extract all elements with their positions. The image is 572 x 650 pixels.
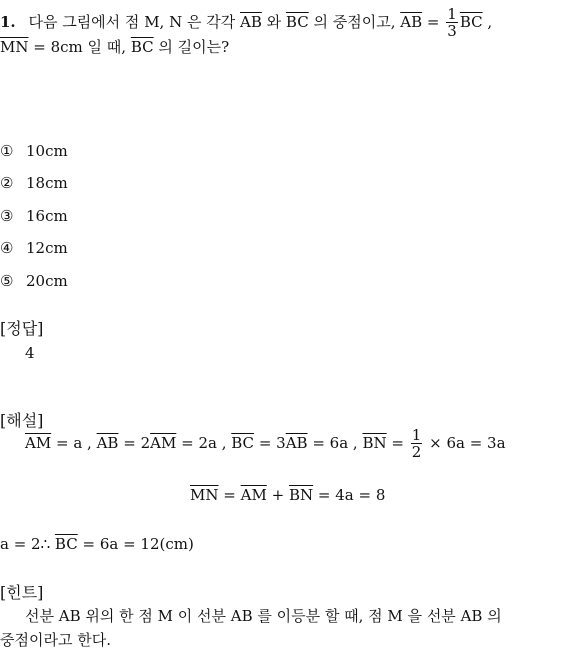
question-line-1: [0, 7, 492, 39]
choice-marker: ④: [0, 239, 14, 257]
explanation-label: [해설]: [0, 411, 44, 430]
segment-ab-2: $\overline{AB}$: [400, 13, 423, 31]
segment-ab: $\overline{AB}$: [240, 13, 262, 31]
fraction-numerator: 1: [447, 5, 457, 23]
equals-sign: =: [426, 13, 440, 31]
fraction-numerator: 1: [411, 426, 422, 444]
choice-5[interactable]: [0, 272, 68, 290]
center-result: = 4a = 8: [317, 486, 386, 504]
segment-ab-3: $\overline{AB}$: [96, 434, 119, 452]
expr-3a: = 3: [258, 434, 286, 452]
expr-1: = a ,: [55, 434, 92, 452]
explanation-final: [0, 535, 194, 553]
choice-4[interactable]: [0, 239, 68, 257]
choice-marker: ③: [0, 207, 14, 225]
final-b: = 6a = 12(cm): [82, 535, 194, 553]
segment-mn: $\overline{MN}$: [0, 38, 29, 56]
answer-value: 4: [25, 344, 35, 362]
question-text-wa: 와: [266, 13, 282, 31]
question-text-d: 의 길이는?: [158, 38, 230, 56]
expr-3b: = 6a ,: [312, 434, 358, 452]
choice-1[interactable]: [0, 142, 68, 160]
hint-line-1: 선분 AB 위의 한 점 M 이 선분 AB 를 이등분 할 때, 점 M 을 선분 AB 의: [25, 607, 502, 625]
segment-am-3: $\overline{AM}$: [240, 486, 267, 504]
fraction-one-half: [411, 428, 423, 460]
center-eq: =: [223, 486, 236, 504]
segment-bc-2: $\overline{BC}$: [459, 13, 483, 31]
segment-mn-2: $\overline{MN}$: [190, 486, 219, 504]
question-number: 1.: [0, 13, 16, 31]
answer-label: [정답]: [0, 319, 44, 338]
expr-2b: = 2a ,: [181, 434, 227, 452]
question-text-c: = 8cm 일 때,: [33, 38, 127, 56]
fraction-denominator: 3: [447, 22, 457, 40]
choice-text: 20cm: [26, 272, 68, 290]
choice-text: 12cm: [26, 239, 68, 257]
hint-line-2: 중점이라고 한다.: [0, 631, 111, 649]
choice-3[interactable]: [0, 207, 68, 225]
choice-2[interactable]: [0, 174, 68, 192]
segment-ab-4: $\overline{AB}$: [285, 434, 308, 452]
fraction-one-third: [446, 7, 458, 39]
comma: ,: [487, 13, 493, 31]
segment-bc-4: $\overline{BC}$: [231, 434, 255, 452]
fraction-denominator: 2: [411, 443, 422, 461]
segment-bn: $\overline{BN}$: [362, 434, 387, 452]
choice-text: 16cm: [26, 207, 68, 225]
segment-bc: $\overline{BC}$: [285, 13, 309, 31]
segment-am-2: $\overline{AM}$: [150, 434, 177, 452]
expr-4b: × 6a = 3a: [429, 434, 506, 452]
segment-bc-3: $\overline{BC}$: [130, 38, 154, 56]
choice-marker: ②: [0, 174, 14, 192]
choice-marker: ⑤: [0, 272, 14, 290]
center-plus: +: [271, 486, 285, 504]
explanation-center-equation: [190, 486, 385, 504]
choice-marker: ①: [0, 142, 14, 160]
segment-bn-2: $\overline{BN}$: [288, 486, 314, 504]
segment-am: $\overline{AM}$: [25, 434, 52, 452]
hint-label: [힌트]: [0, 583, 44, 602]
question-text-b: 의 중점이고,: [313, 13, 396, 31]
explanation-line-1: [25, 428, 506, 460]
question-text-a: 다음 그림에서 점 M, N 은 각각: [28, 13, 236, 31]
expr-4a: =: [391, 434, 404, 452]
expr-2a: = 2: [123, 434, 151, 452]
segment-bc-5: $\overline{BC}$: [54, 535, 78, 553]
question-line-2: [0, 36, 229, 57]
final-a: a = 2∴: [0, 535, 51, 553]
choice-text: 10cm: [26, 142, 68, 160]
choice-text: 18cm: [26, 174, 68, 192]
